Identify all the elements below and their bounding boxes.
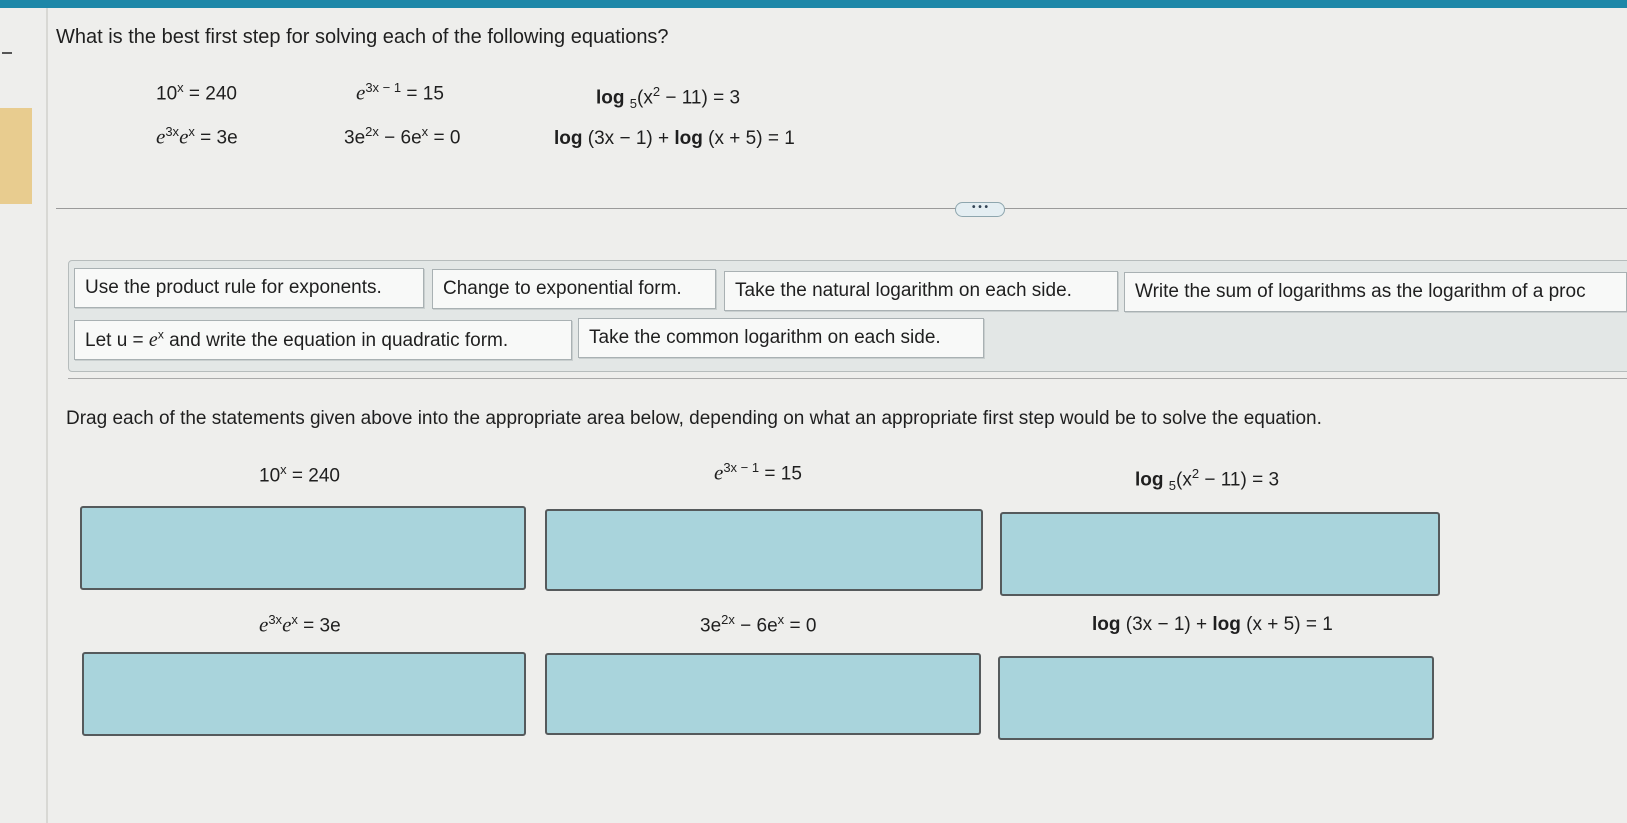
equation-4: $e^{3x}e^x = 3e$: [156, 124, 238, 149]
section-divider: [56, 208, 1627, 209]
drop-zone-5[interactable]: [545, 653, 981, 735]
bank-bottom-rule: [68, 378, 1627, 379]
statement-common-log[interactable]: Take the common logarithm on each side.: [578, 318, 984, 358]
left-highlight-tab: [0, 108, 32, 204]
equation-1: 10$^x$ = 240: [156, 80, 237, 105]
drop-zone-3[interactable]: [1000, 512, 1440, 596]
question-text: What is the best first step for solving each of the following equations?: [56, 26, 669, 48]
statement-exponential-form[interactable]: Change to exponential form.: [432, 269, 716, 309]
drop-zone-6[interactable]: [998, 656, 1434, 740]
statement-natural-log[interactable]: Take the natural logarithm on each side.: [724, 271, 1118, 311]
equation-6: log (3x − 1) + log (x + 5) = 1: [554, 128, 795, 149]
statement-quadratic-form[interactable]: Let $u = e^x$ and write the equation in quadratic form.: [74, 320, 572, 360]
drop-zone-4[interactable]: [82, 652, 526, 736]
drop-label-4: $e^{3x}e^x = 3e$: [259, 612, 341, 637]
left-margin-rule: [46, 8, 48, 823]
expand-more-button[interactable]: • • •: [955, 202, 1005, 217]
statement-sum-of-logs[interactable]: Write the sum of logarithms as the logarithm of a proc: [1124, 272, 1627, 312]
top-accent-bar: [0, 0, 1627, 8]
drop-label-2: $e^{3x - 1} = 15$: [714, 460, 802, 485]
drop-label-1: 10$^x$ = 240: [259, 462, 340, 487]
statement-product-rule[interactable]: Use the product rule for exponents.: [74, 268, 424, 308]
drop-label-6: log (3x − 1) + log (x + 5) = 1: [1092, 614, 1333, 635]
equation-3: $\log _5(x^2 - 11) = 3$: [596, 84, 741, 112]
drop-label-3: $\log _5(x^2 - 11) = 3$: [1135, 466, 1280, 494]
drop-zone-2[interactable]: [545, 509, 983, 591]
equation-5: $3e^{2x} - 6e^x = 0$: [344, 124, 461, 149]
equation-2: $e^{3x - 1} = 15$: [356, 80, 444, 105]
left-tick-mark: [2, 52, 12, 54]
drop-label-5: $3e^{2x} - 6e^x = 0$: [700, 612, 817, 637]
instruction-text: Drag each of the statements given above into the appropriate area below, depending on what an appropriate first step would be to solve the equation.: [66, 408, 1322, 429]
drop-zone-1[interactable]: [80, 506, 526, 590]
